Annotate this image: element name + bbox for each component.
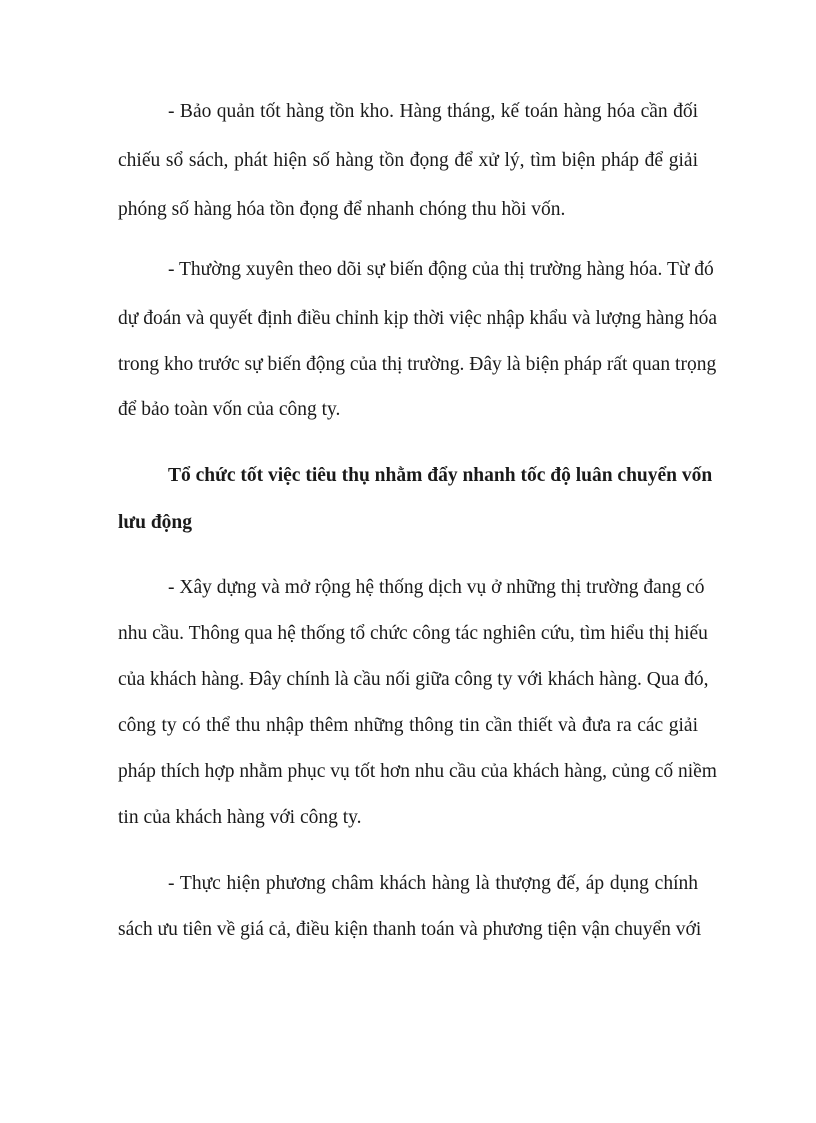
paragraph-3-line-2: nhu cầu. Thông qua hệ thống tổ chức công tác nghiên cứu, tìm hiểu thị hiếu xyxy=(118,623,708,644)
paragraph-1-line-2: chiếu sổ sách, phát hiện số hàng tồn đọng để xử lý, tìm biện pháp để giải xyxy=(118,150,698,171)
paragraph-3-line-1: - Xây dựng và mở rộng hệ thống dịch vụ ở những thị trường đang có xyxy=(168,577,705,598)
paragraph-2-line-3: trong kho trước sự biến động của thị trường. Đây là biện pháp rất quan trọng xyxy=(118,354,717,375)
paragraph-3-line-4: công ty có thể thu nhập thêm những thông tin cần thiết và đưa ra các giải xyxy=(118,715,698,736)
paragraph-1-line-1: - Bảo quản tốt hàng tồn kho. Hàng tháng, kế toán hàng hóa cần đối xyxy=(168,101,698,122)
paragraph-2-line-2: dự đoán và quyết định điều chỉnh kịp thời việc nhập khẩu và lượng hàng hóa xyxy=(118,308,718,329)
section-heading-line-2: lưu động xyxy=(118,512,193,533)
paragraph-2-line-4: để bảo toàn vốn của công ty. xyxy=(118,399,341,420)
paragraph-2-line-1: - Thường xuyên theo dõi sự biến động của thị trường hàng hóa. Từ đó xyxy=(168,259,714,280)
section-heading-line-1: Tổ chức tốt việc tiêu thụ nhằm đẩy nhanh tốc độ luân chuyển vốn xyxy=(168,465,713,486)
paragraph-3-line-5: pháp thích hợp nhằm phục vụ tốt hơn nhu cầu của khách hàng, củng cố niềm xyxy=(118,761,717,782)
paragraph-4-line-1: - Thực hiện phương châm khách hàng là thượng đế, áp dụng chính xyxy=(168,873,698,894)
paragraph-3-line-3: của khách hàng. Đây chính là cầu nối giữa công ty với khách hàng. Qua đó, xyxy=(118,669,709,690)
paragraph-4-line-2: sách ưu tiên về giá cả, điều kiện thanh toán và phương tiện vận chuyển với xyxy=(118,919,702,940)
paragraph-1-line-3: phóng số hàng hóa tồn đọng để nhanh chóng thu hồi vốn. xyxy=(118,199,566,220)
paragraph-3-line-6: tin của khách hàng với công ty. xyxy=(118,807,362,828)
